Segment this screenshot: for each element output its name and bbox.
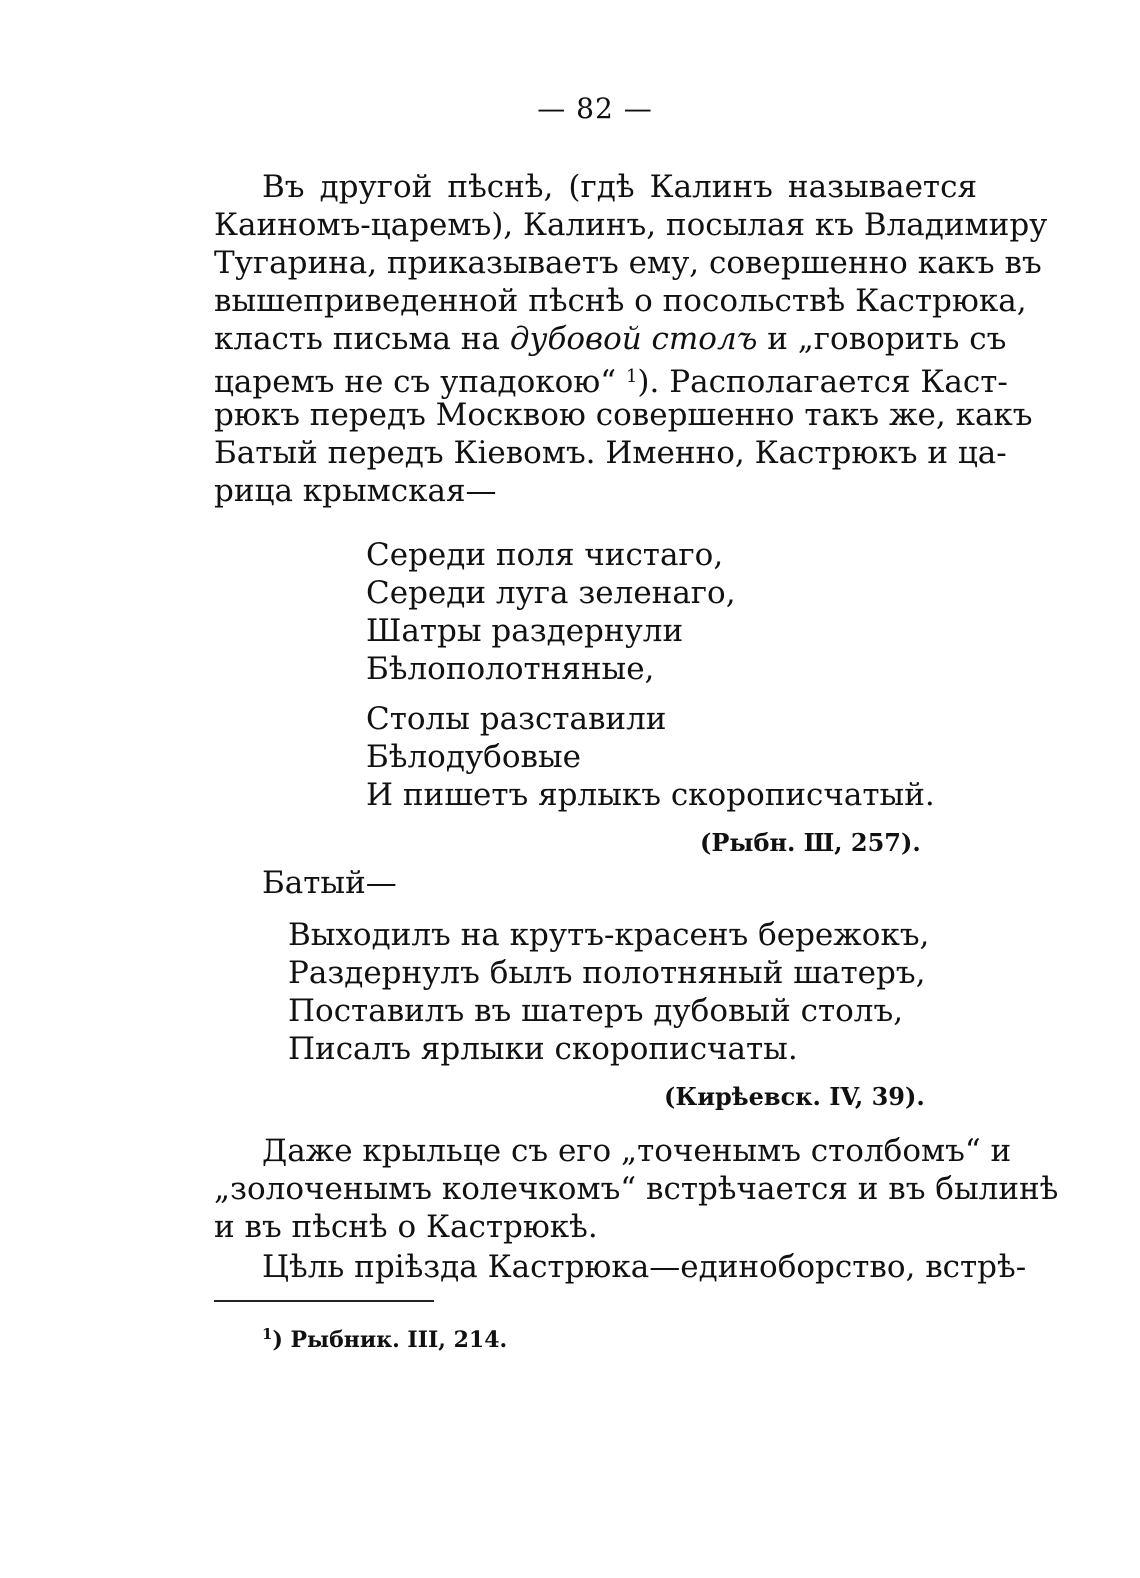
footnote-marker: 1	[262, 1325, 273, 1343]
verse-line: Бѣлодубовые	[366, 739, 581, 775]
footnote-ref: 1	[625, 366, 638, 387]
text-run: класть письма на	[214, 321, 510, 357]
text-run: и „говорить съ	[757, 321, 1007, 357]
text-line: Батый передъ Кіевомъ. Именно, Кастрюкъ и ца-	[214, 435, 1007, 471]
text-line: вышеприведенной пѣснѣ о посольствѣ Кастрюка,	[214, 283, 1027, 319]
footnote	[262, 1325, 507, 1353]
verse-line: Бѣлополотняные,	[366, 651, 655, 687]
text-line: Тугарина, приказываетъ ему, совершенно какъ въ	[214, 245, 1042, 281]
text-line	[214, 358, 1008, 401]
text-run: царемъ не съ упадокою“	[214, 364, 626, 400]
italic-text: дубовой столъ	[509, 321, 758, 357]
verse-line: Середи луга зеленаго,	[366, 575, 736, 611]
text-line: Цѣль пріѣзда Кастрюка—единоборство, встрѣ-	[262, 1249, 1027, 1285]
text-line: Батый—	[262, 865, 397, 901]
text-line: Даже крыльце съ его „точенымъ столбомъ“ и	[262, 1133, 1012, 1169]
text-line: рюкъ передъ Москвою совершенно такъ же, какъ	[214, 397, 1033, 433]
verse-line: Поставилъ въ шатеръ дубовый столъ,	[288, 993, 904, 1029]
verse-line: Выходилъ на крутъ-красенъ бережокъ,	[288, 917, 930, 953]
verse-line: Шатры раздернули	[366, 613, 684, 649]
page-number: — 82 —	[537, 92, 653, 125]
verse-line: И пишетъ ярлыкъ скорописчатый.	[366, 777, 935, 813]
verse-line: Раздернулъ былъ полотняный шатеръ,	[288, 955, 926, 991]
text-line: и въ пѣснѣ о Кастрюкѣ.	[214, 1209, 598, 1245]
text-run: ). Располагается Каст-	[637, 364, 1008, 400]
text-line: Въ другой пѣснѣ, (гдѣ Калинъ называется	[262, 169, 977, 205]
verse-line: Столы разставили	[366, 701, 667, 737]
verse-line: Писалъ ярлыки скорописчаты.	[288, 1031, 798, 1067]
text-line: рица крымская—	[214, 473, 497, 509]
text-line	[214, 320, 1007, 358]
text-line: Каиномъ-царемъ), Калинъ, посылая къ Владимиру	[214, 207, 1048, 243]
footnote-text: ) Рыбник. III, 214.	[272, 1327, 508, 1353]
citation: (Кирѣевск. IV, 39).	[664, 1082, 925, 1111]
footnote-divider	[214, 1300, 434, 1302]
text-line: „золоченымъ колечкомъ“ встрѣчается и въ былинѣ	[214, 1171, 1059, 1207]
verse-line: Середи поля чистаго,	[366, 537, 724, 573]
citation: (Рыбн. Ш, 257).	[700, 828, 921, 857]
